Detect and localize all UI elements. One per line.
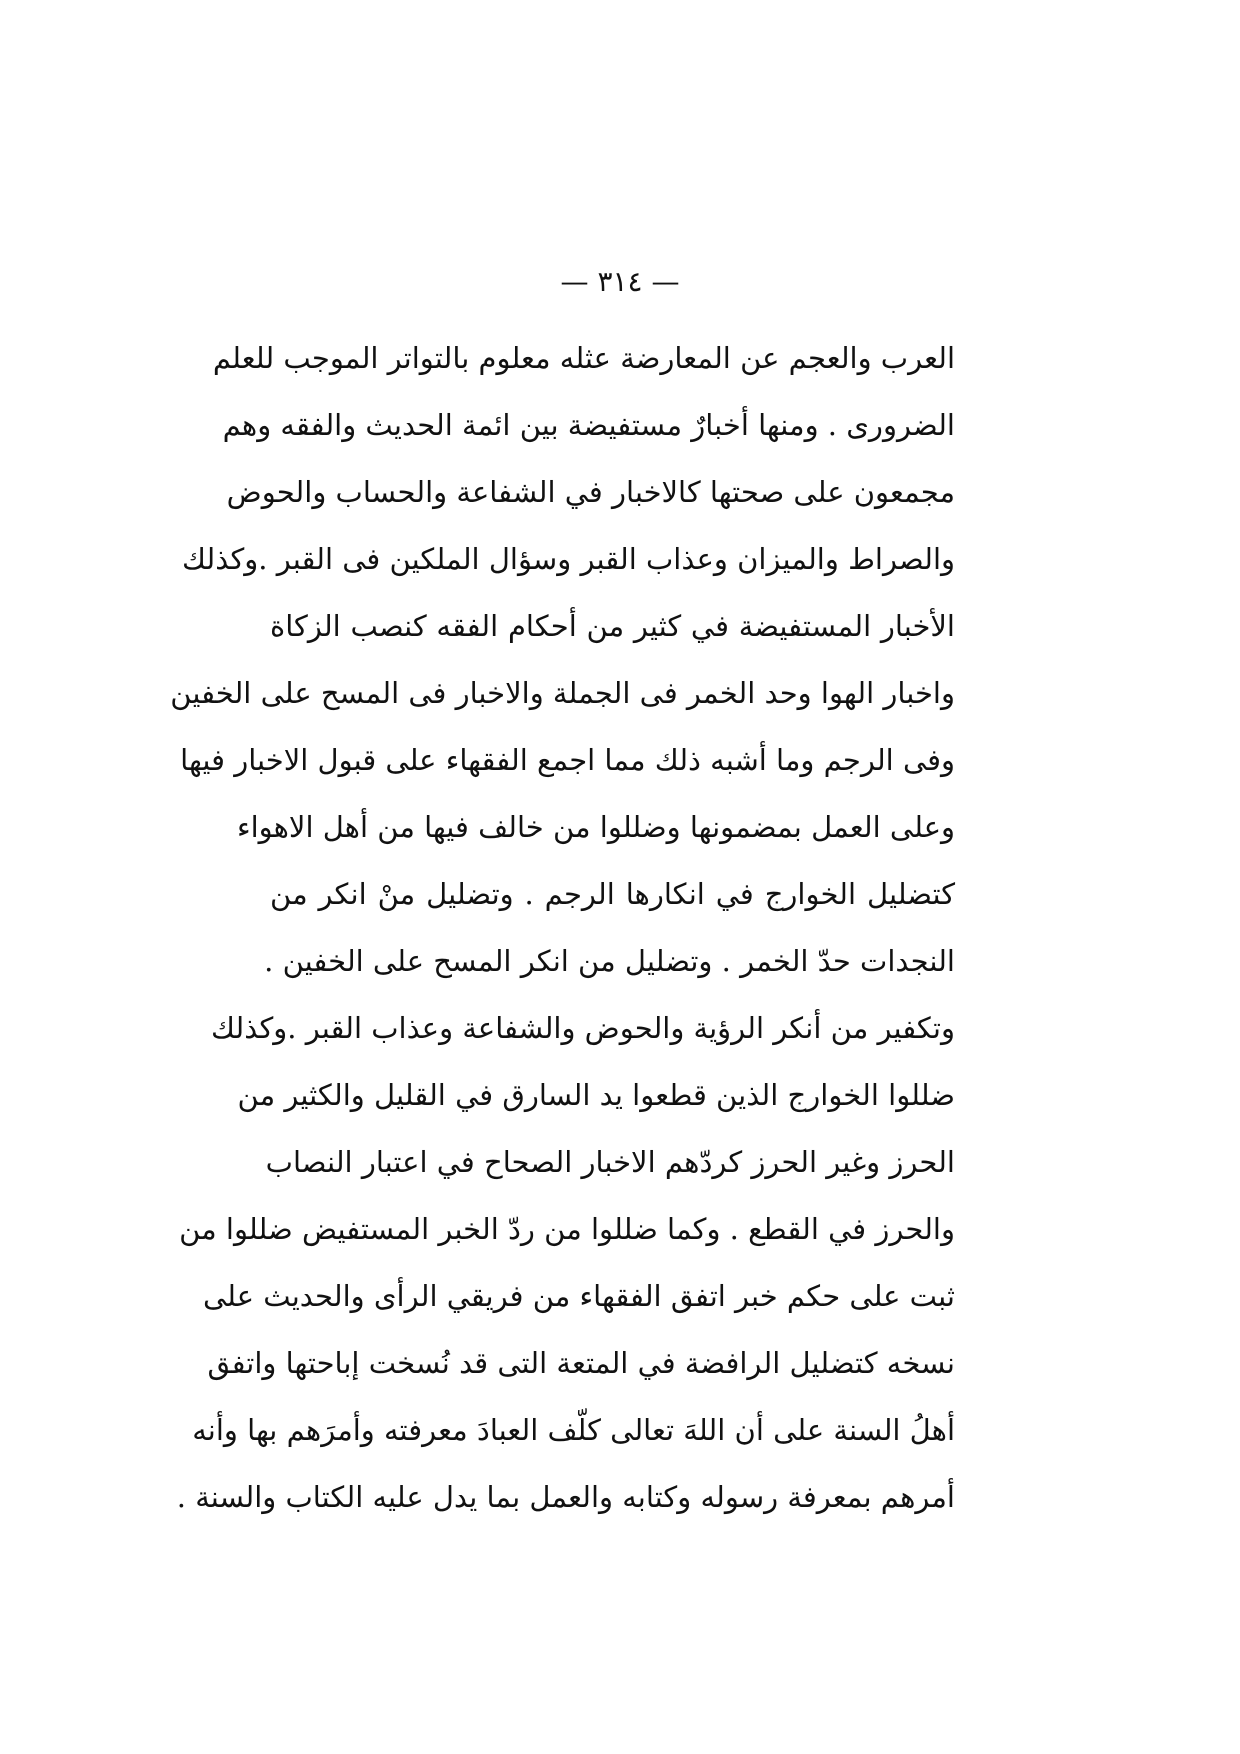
text-line: وفى الرجم وما أشبه ذلك مما اجمع الفقهاء على قبول الاخبار فيها (180, 743, 955, 777)
body-text (170, 325, 955, 1531)
text-line: وعلى العمل بمضمونها وضللوا من خالف فيها من أهل الاهواء (236, 810, 955, 844)
text-line: نسخه كتضليل الرافضة في المتعة التى قد نُسخت إباحتها واتفق (207, 1346, 955, 1380)
text-line: العرب والعجم عن المعارضة عثله معلوم بالتواتر الموجب للعلم (212, 341, 955, 375)
text-line: النجدات حدّ الخمر . وتضليل من انكر المسح على الخفين . (264, 944, 955, 978)
text-line: واخبار الهوا وحد الخمر فى الجملة والاخبار فى المسح على الخفين (170, 676, 955, 710)
text-line: ثبت على حكم خبر اتفق الفقهاء من فريقي الرأى والحديث على (202, 1279, 955, 1313)
text-line: ضللوا الخوارج الذين قطعوا يد السارق في القليل والكثير من (237, 1078, 955, 1112)
text-line: الحرز وغير الحرز كردّهم الاخبار الصحاح في اعتبار النصاب (265, 1145, 955, 1179)
text-line: مجمعون على صحتها كالاخبار في الشفاعة والحساب والحوض (226, 475, 955, 509)
text-line: والصراط والميزان وعذاب القبر وسؤال الملكين فى القبر .وكذلك (181, 542, 955, 576)
page-number: — ٣١٤ — (560, 265, 680, 298)
text-line: وتكفير من أنكر الرؤية والحوض والشفاعة وعذاب القبر .وكذلك (210, 1011, 955, 1045)
text-line: أمرهم بمعرفة رسوله وكتابه والعمل بما يدل عليه الكتاب والسنة . (176, 1480, 955, 1514)
text-line: والحرز في القطع . وكما ضللوا من ردّ الخبر المستفيض ضللوا من (179, 1212, 955, 1246)
text-line: الضرورى . ومنها أخبارٌ مستفيضة بين ائمة الحديث والفقه وهم (222, 408, 955, 442)
text-line: الأخبار المستفيضة في كثير من أحكام الفقه كنصب الزكاة (270, 609, 955, 643)
text-line: كتضليل الخوارج في انكارها الرجم . وتضليل منْ انكر من (270, 877, 955, 911)
text-line: أهلُ السنة على أن اللهَ تعالى كلّف العبادَ معرفته وأمرَهم بها وأنه (192, 1413, 955, 1447)
